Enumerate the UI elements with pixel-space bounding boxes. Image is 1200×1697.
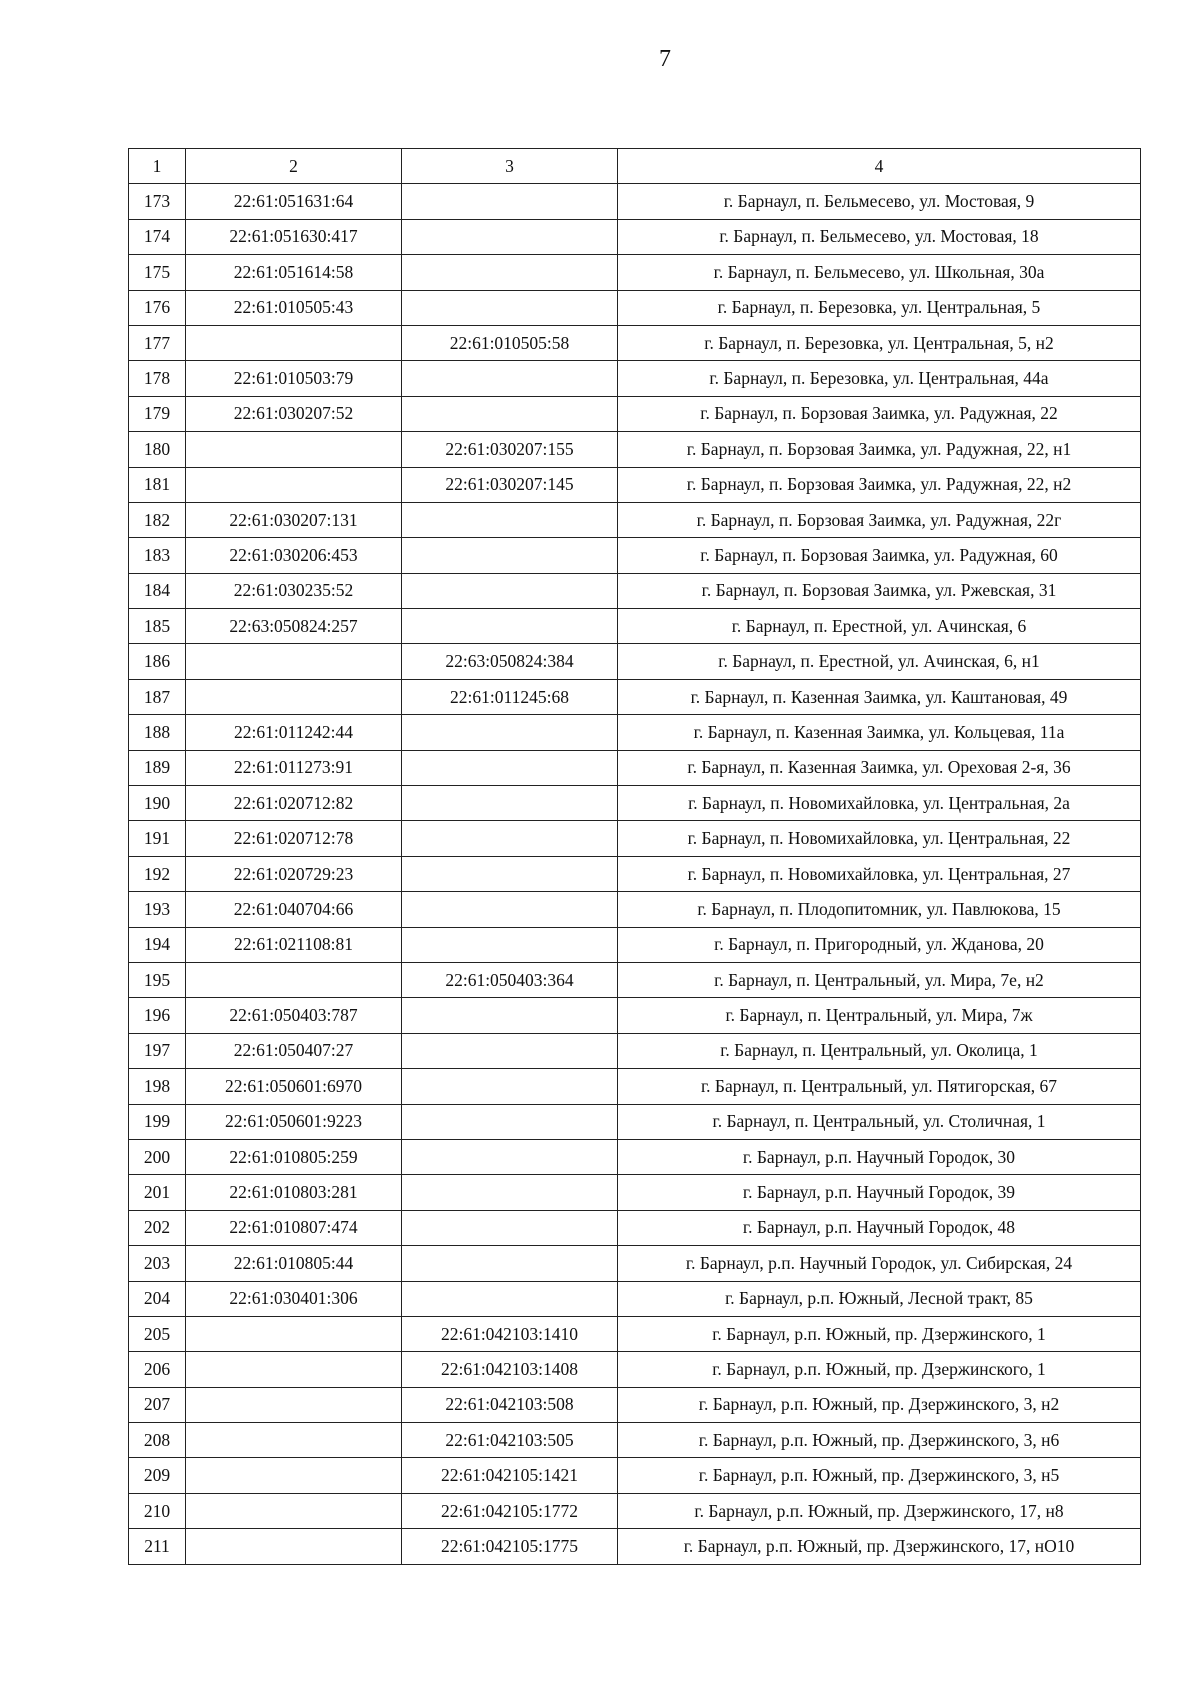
- table-row: [129, 219, 1141, 254]
- room-cadastral-number-cell: 22:63:050824:384: [402, 644, 618, 679]
- table-row: [129, 1033, 1141, 1068]
- room-cadastral-number-cell: 22:61:030207:155: [402, 432, 618, 467]
- table-row: [129, 644, 1141, 679]
- table-row: [129, 1281, 1141, 1316]
- address-cell: г. Барнаул, п. Казенная Заимка, ул. Кольцевая, 11а: [618, 715, 1141, 750]
- address-cell: г. Барнаул, п. Бельмесево, ул. Школьная, 30а: [618, 255, 1141, 290]
- row-number-cell: 194: [129, 927, 186, 962]
- room-cadastral-number-cell: [402, 290, 618, 325]
- room-cadastral-number-cell: [402, 1246, 618, 1281]
- cadastral-number-cell: [186, 1529, 402, 1564]
- address-cell: г. Барнаул, р.п. Южный, пр. Дзержинского, 1: [618, 1316, 1141, 1351]
- row-number-cell: 205: [129, 1316, 186, 1351]
- row-number-cell: 178: [129, 361, 186, 396]
- row-number-cell: 179: [129, 396, 186, 431]
- table-row: [129, 502, 1141, 537]
- row-number-cell: 210: [129, 1493, 186, 1528]
- row-number-cell: 185: [129, 609, 186, 644]
- row-number-cell: 176: [129, 290, 186, 325]
- room-cadastral-number-cell: [402, 786, 618, 821]
- table-row: [129, 1104, 1141, 1139]
- table-row: [129, 1069, 1141, 1104]
- row-number-cell: 195: [129, 962, 186, 997]
- address-cell: г. Барнаул, п. Центральный, ул. Мира, 7ж: [618, 998, 1141, 1033]
- address-cell: г. Барнаул, п. Центральный, ул. Мира, 7е, н2: [618, 962, 1141, 997]
- table-row: [129, 786, 1141, 821]
- table-row: [129, 609, 1141, 644]
- cadastral-number-cell: 22:61:030207:131: [186, 502, 402, 537]
- address-cell: г. Барнаул, п. Березовка, ул. Центральная, 5, н2: [618, 325, 1141, 360]
- cadastral-number-cell: 22:61:050601:6970: [186, 1069, 402, 1104]
- address-cell: г. Барнаул, р.п. Южный, пр. Дзержинского, 17, нО10: [618, 1529, 1141, 1564]
- cadastral-number-cell: [186, 962, 402, 997]
- room-cadastral-number-cell: [402, 396, 618, 431]
- cadastral-number-cell: [186, 644, 402, 679]
- cadastral-number-cell: [186, 1423, 402, 1458]
- address-cell: г. Барнаул, п. Новомихайловка, ул. Центральная, 22: [618, 821, 1141, 856]
- table-row: [129, 1529, 1141, 1564]
- table-row: [129, 715, 1141, 750]
- cadastral-number-cell: [186, 1493, 402, 1528]
- address-cell: г. Барнаул, р.п. Южный, пр. Дзержинского, 3, н5: [618, 1458, 1141, 1493]
- table-row: [129, 1175, 1141, 1210]
- address-cell: г. Барнаул, п. Ерестной, ул. Ачинская, 6, н1: [618, 644, 1141, 679]
- address-cell: г. Барнаул, п. Бельмесево, ул. Мостовая, 18: [618, 219, 1141, 254]
- table-row: [129, 396, 1141, 431]
- row-number-cell: 187: [129, 679, 186, 714]
- cadastral-number-cell: 22:61:051631:64: [186, 184, 402, 219]
- row-number-cell: 188: [129, 715, 186, 750]
- table-row: [129, 184, 1141, 219]
- room-cadastral-number-cell: [402, 1104, 618, 1139]
- table-row: [129, 679, 1141, 714]
- row-number-cell: 173: [129, 184, 186, 219]
- table-header-row: [129, 149, 1141, 184]
- address-cell: г. Барнаул, п. Казенная Заимка, ул. Каштановая, 49: [618, 679, 1141, 714]
- page-number: 7: [659, 46, 671, 72]
- room-cadastral-number-cell: [402, 538, 618, 573]
- cadastral-number-cell: 22:61:010803:281: [186, 1175, 402, 1210]
- cadastral-number-cell: 22:63:050824:257: [186, 609, 402, 644]
- row-number-cell: 180: [129, 432, 186, 467]
- address-cell: г. Барнаул, п. Новомихайловка, ул. Центральная, 27: [618, 856, 1141, 891]
- room-cadastral-number-cell: [402, 573, 618, 608]
- address-cell: г. Барнаул, р.п. Научный Городок, 48: [618, 1210, 1141, 1245]
- row-number-cell: 197: [129, 1033, 186, 1068]
- table-row: [129, 538, 1141, 573]
- table-row: [129, 821, 1141, 856]
- address-cell: г. Барнаул, п. Плодопитомник, ул. Павлюкова, 15: [618, 892, 1141, 927]
- row-number-cell: 189: [129, 750, 186, 785]
- address-cell: г. Барнаул, п. Центральный, ул. Околица, 1: [618, 1033, 1141, 1068]
- row-number-cell: 183: [129, 538, 186, 573]
- cadastral-number-cell: 22:61:030235:52: [186, 573, 402, 608]
- cadastral-number-cell: 22:61:040704:66: [186, 892, 402, 927]
- row-number-cell: 191: [129, 821, 186, 856]
- cadastral-number-cell: 22:61:050601:9223: [186, 1104, 402, 1139]
- table-row: [129, 998, 1141, 1033]
- column-header: 1: [129, 149, 186, 184]
- room-cadastral-number-cell: 22:61:010505:58: [402, 325, 618, 360]
- address-cell: г. Барнаул, р.п. Южный, пр. Дзержинского, 17, н8: [618, 1493, 1141, 1528]
- room-cadastral-number-cell: [402, 892, 618, 927]
- room-cadastral-number-cell: [402, 1139, 618, 1174]
- table-row: [129, 255, 1141, 290]
- cadastral-number-cell: 22:61:051630:417: [186, 219, 402, 254]
- room-cadastral-number-cell: 22:61:042105:1421: [402, 1458, 618, 1493]
- room-cadastral-number-cell: [402, 1175, 618, 1210]
- address-cell: г. Барнаул, п. Березовка, ул. Центральная, 44а: [618, 361, 1141, 396]
- address-cell: г. Барнаул, п. Березовка, ул. Центральная, 5: [618, 290, 1141, 325]
- cadastral-number-cell: [186, 467, 402, 502]
- row-number-cell: 190: [129, 786, 186, 821]
- room-cadastral-number-cell: [402, 1281, 618, 1316]
- room-cadastral-number-cell: [402, 1033, 618, 1068]
- address-cell: г. Барнаул, п. Центральный, ул. Столичная, 1: [618, 1104, 1141, 1139]
- address-cell: г. Барнаул, п. Новомихайловка, ул. Центральная, 2а: [618, 786, 1141, 821]
- address-cell: г. Барнаул, п. Бельмесево, ул. Мостовая, 9: [618, 184, 1141, 219]
- table-row: [129, 361, 1141, 396]
- row-number-cell: 181: [129, 467, 186, 502]
- row-number-cell: 192: [129, 856, 186, 891]
- table-row: [129, 1387, 1141, 1422]
- cadastral-number-cell: 22:61:010503:79: [186, 361, 402, 396]
- table-row: [129, 573, 1141, 608]
- column-header: 4: [618, 149, 1141, 184]
- cadastral-number-cell: 22:61:010807:474: [186, 1210, 402, 1245]
- address-cell: г. Барнаул, р.п. Научный Городок, ул. Сибирская, 24: [618, 1246, 1141, 1281]
- room-cadastral-number-cell: 22:61:011245:68: [402, 679, 618, 714]
- address-cell: г. Барнаул, р.п. Научный Городок, 30: [618, 1139, 1141, 1174]
- room-cadastral-number-cell: [402, 502, 618, 537]
- row-number-cell: 206: [129, 1352, 186, 1387]
- cadastral-number-cell: [186, 1316, 402, 1351]
- address-cell: г. Барнаул, р.п. Южный, пр. Дзержинского, 1: [618, 1352, 1141, 1387]
- cadastral-number-cell: [186, 679, 402, 714]
- address-cell: г. Барнаул, п. Пригородный, ул. Жданова, 20: [618, 927, 1141, 962]
- room-cadastral-number-cell: [402, 750, 618, 785]
- table-row: [129, 1493, 1141, 1528]
- table-row: [129, 1458, 1141, 1493]
- row-number-cell: 209: [129, 1458, 186, 1493]
- room-cadastral-number-cell: [402, 219, 618, 254]
- room-cadastral-number-cell: 22:61:042105:1772: [402, 1493, 618, 1528]
- cadastral-number-cell: 22:61:050403:787: [186, 998, 402, 1033]
- address-cell: г. Барнаул, п. Ерестной, ул. Ачинская, 6: [618, 609, 1141, 644]
- table-row: [129, 1423, 1141, 1458]
- room-cadastral-number-cell: 22:61:042103:505: [402, 1423, 618, 1458]
- cadastral-number-cell: 22:61:011273:91: [186, 750, 402, 785]
- room-cadastral-number-cell: [402, 1069, 618, 1104]
- address-cell: г. Барнаул, р.п. Научный Городок, 39: [618, 1175, 1141, 1210]
- cadastral-number-cell: [186, 1387, 402, 1422]
- room-cadastral-number-cell: 22:61:042105:1775: [402, 1529, 618, 1564]
- address-cell: г. Барнаул, п. Центральный, ул. Пятигорская, 67: [618, 1069, 1141, 1104]
- table-row: [129, 1352, 1141, 1387]
- address-cell: г. Барнаул, п. Борзовая Заимка, ул. Радужная, 60: [618, 538, 1141, 573]
- room-cadastral-number-cell: [402, 184, 618, 219]
- cadastral-number-cell: [186, 1352, 402, 1387]
- row-number-cell: 177: [129, 325, 186, 360]
- room-cadastral-number-cell: 22:61:042103:508: [402, 1387, 618, 1422]
- address-cell: г. Барнаул, п. Борзовая Заимка, ул. Радужная, 22: [618, 396, 1141, 431]
- cadastral-number-cell: [186, 1458, 402, 1493]
- row-number-cell: 199: [129, 1104, 186, 1139]
- room-cadastral-number-cell: [402, 1210, 618, 1245]
- cadastral-number-cell: 22:61:020712:82: [186, 786, 402, 821]
- cadastral-number-cell: 22:61:021108:81: [186, 927, 402, 962]
- table-row: [129, 892, 1141, 927]
- address-cell: г. Барнаул, п. Казенная Заимка, ул. Ореховая 2-я, 36: [618, 750, 1141, 785]
- cadastral-number-cell: 22:61:030401:306: [186, 1281, 402, 1316]
- row-number-cell: 207: [129, 1387, 186, 1422]
- row-number-cell: 198: [129, 1069, 186, 1104]
- column-header: 3: [402, 149, 618, 184]
- row-number-cell: 202: [129, 1210, 186, 1245]
- cadastral-number-cell: 22:61:030207:52: [186, 396, 402, 431]
- row-number-cell: 203: [129, 1246, 186, 1281]
- row-number-cell: 182: [129, 502, 186, 537]
- row-number-cell: 193: [129, 892, 186, 927]
- room-cadastral-number-cell: 22:61:042103:1410: [402, 1316, 618, 1351]
- room-cadastral-number-cell: 22:61:042103:1408: [402, 1352, 618, 1387]
- address-cell: г. Барнаул, п. Борзовая Заимка, ул. Радужная, 22, н2: [618, 467, 1141, 502]
- table-row: [129, 1316, 1141, 1351]
- cadastral-number-cell: 22:61:010805:44: [186, 1246, 402, 1281]
- room-cadastral-number-cell: [402, 856, 618, 891]
- table-row: [129, 1139, 1141, 1174]
- cadastral-number-cell: 22:61:010805:259: [186, 1139, 402, 1174]
- row-number-cell: 211: [129, 1529, 186, 1564]
- room-cadastral-number-cell: [402, 255, 618, 290]
- cadastral-number-cell: 22:61:011242:44: [186, 715, 402, 750]
- row-number-cell: 196: [129, 998, 186, 1033]
- address-cell: г. Барнаул, р.п. Южный, Лесной тракт, 85: [618, 1281, 1141, 1316]
- room-cadastral-number-cell: [402, 361, 618, 396]
- table-row: [129, 432, 1141, 467]
- room-cadastral-number-cell: [402, 715, 618, 750]
- cadastral-number-cell: 22:61:020712:78: [186, 821, 402, 856]
- cadastral-number-cell: [186, 432, 402, 467]
- table-row: [129, 325, 1141, 360]
- cadastral-number-cell: 22:61:020729:23: [186, 856, 402, 891]
- room-cadastral-number-cell: [402, 821, 618, 856]
- cadastral-number-cell: 22:61:050407:27: [186, 1033, 402, 1068]
- cadastral-number-cell: 22:61:051614:58: [186, 255, 402, 290]
- column-header: 2: [186, 149, 402, 184]
- table-body: [129, 184, 1141, 1564]
- address-cell: г. Барнаул, п. Борзовая Заимка, ул. Радужная, 22г: [618, 502, 1141, 537]
- room-cadastral-number-cell: 22:61:050403:364: [402, 962, 618, 997]
- address-cell: г. Барнаул, п. Борзовая Заимка, ул. Ржевская, 31: [618, 573, 1141, 608]
- table-row: [129, 856, 1141, 891]
- table-row: [129, 1210, 1141, 1245]
- row-number-cell: 175: [129, 255, 186, 290]
- cadastral-number-cell: 22:61:010505:43: [186, 290, 402, 325]
- cadastral-number-cell: 22:61:030206:453: [186, 538, 402, 573]
- table-row: [129, 927, 1141, 962]
- row-number-cell: 186: [129, 644, 186, 679]
- table-row: [129, 750, 1141, 785]
- table-row: [129, 1246, 1141, 1281]
- row-number-cell: 184: [129, 573, 186, 608]
- cadastral-number-cell: [186, 325, 402, 360]
- table-row: [129, 467, 1141, 502]
- table-row: [129, 962, 1141, 997]
- room-cadastral-number-cell: 22:61:030207:145: [402, 467, 618, 502]
- registry-table: [128, 148, 1141, 1565]
- room-cadastral-number-cell: [402, 609, 618, 644]
- address-cell: г. Барнаул, р.п. Южный, пр. Дзержинского, 3, н2: [618, 1387, 1141, 1422]
- row-number-cell: 204: [129, 1281, 186, 1316]
- row-number-cell: 200: [129, 1139, 186, 1174]
- address-cell: г. Барнаул, п. Борзовая Заимка, ул. Радужная, 22, н1: [618, 432, 1141, 467]
- table-row: [129, 290, 1141, 325]
- row-number-cell: 208: [129, 1423, 186, 1458]
- row-number-cell: 174: [129, 219, 186, 254]
- row-number-cell: 201: [129, 1175, 186, 1210]
- room-cadastral-number-cell: [402, 927, 618, 962]
- room-cadastral-number-cell: [402, 998, 618, 1033]
- address-cell: г. Барнаул, р.п. Южный, пр. Дзержинского, 3, н6: [618, 1423, 1141, 1458]
